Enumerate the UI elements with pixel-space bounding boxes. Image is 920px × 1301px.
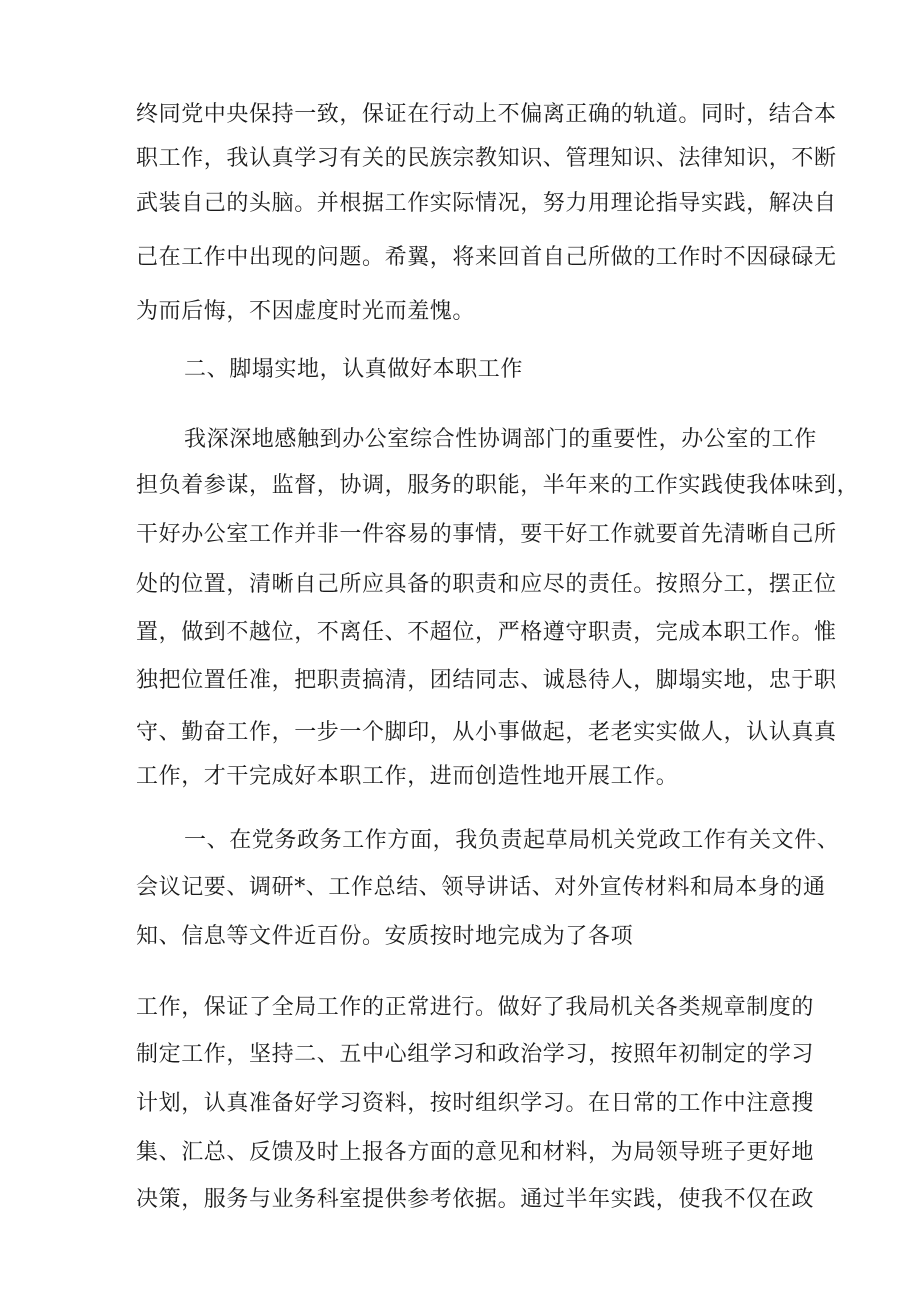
paragraph-line: 武装自己的头脑。并根据工作实际情况，努力用理论指导实践，解决自 bbox=[136, 191, 837, 216]
paragraph-line: 独把位置任准，把职责搞清，团结同志、诚恳待人，脚塌实地，忠于职 bbox=[136, 668, 837, 693]
paragraph-line: 制定工作，坚持二、五中心组学习和政治学习，按照年初制定的学习 bbox=[136, 1042, 815, 1067]
paragraph-line: 决策，服务与业务科室提供参考依据。通过半年实践，使我不仅在政 bbox=[136, 1187, 815, 1212]
paragraph-line: 为而后悔，不因虚度时光而羞愧。 bbox=[136, 299, 476, 324]
paragraph-line: 工作，才干完成好本职工作，进而创造性地开展工作。 bbox=[136, 764, 679, 789]
paragraph-line: 处的位置，清晰自己所应具备的职责和应尽的责任。按照分工，摆正位 bbox=[136, 572, 837, 597]
paragraph-line: 职工作，我认真学习有关的民族宗教知识、管理知识、法律知识，不断 bbox=[136, 146, 837, 171]
paragraph-line: 知、信息等文件近百份。安质按时地完成为了各项 bbox=[136, 924, 634, 949]
paragraph-line: 工作，保证了全局工作的正常进行。做好了我局机关各类规章制度的 bbox=[136, 995, 815, 1020]
paragraph-line: 一、在党务政务工作方面，我负责起草局机关党政工作有关文件、 bbox=[184, 828, 840, 853]
paragraph-line: 干好办公室工作并非一件容易的事情，要干好工作就要首先清晰自己所 bbox=[136, 522, 837, 547]
paragraph-line: 计划，认真准备好学习资料，按时组织学习。在日常的工作中注意搜 bbox=[136, 1091, 815, 1116]
paragraph-line: 集、汇总、反馈及时上报各方面的意见和材料，为局领导班子更好地 bbox=[136, 1140, 815, 1165]
section-heading: 二、脚塌实地，认真做好本职工作 bbox=[184, 357, 524, 382]
paragraph-line: 担负着参谋，监督，协调，服务的职能，半年来的工作实践使我体味到， bbox=[136, 473, 860, 498]
paragraph-line: 会议记要、调研*、工作总结、领导讲话、对外宣传材料和局本身的通 bbox=[136, 875, 826, 900]
paragraph-line: 终同党中央保持一致，保证在行动上不偏离正确的轨道。同时，结合本 bbox=[136, 102, 837, 127]
paragraph-line: 我深深地感触到办公室综合性协调部门的重要性，办公室的工作 bbox=[184, 427, 817, 452]
paragraph-line: 置，做到不越位，不离任、不超位，严格遵守职责，完成本职工作。惟 bbox=[136, 620, 837, 645]
paragraph-line: 己在工作中出现的问题。希翼，将来回首自己所做的工作时不因碌碌无 bbox=[136, 245, 837, 270]
paragraph-line: 守、勤奋工作，一步一个脚印，从小事做起，老老实实做人，认认真真 bbox=[136, 720, 837, 745]
